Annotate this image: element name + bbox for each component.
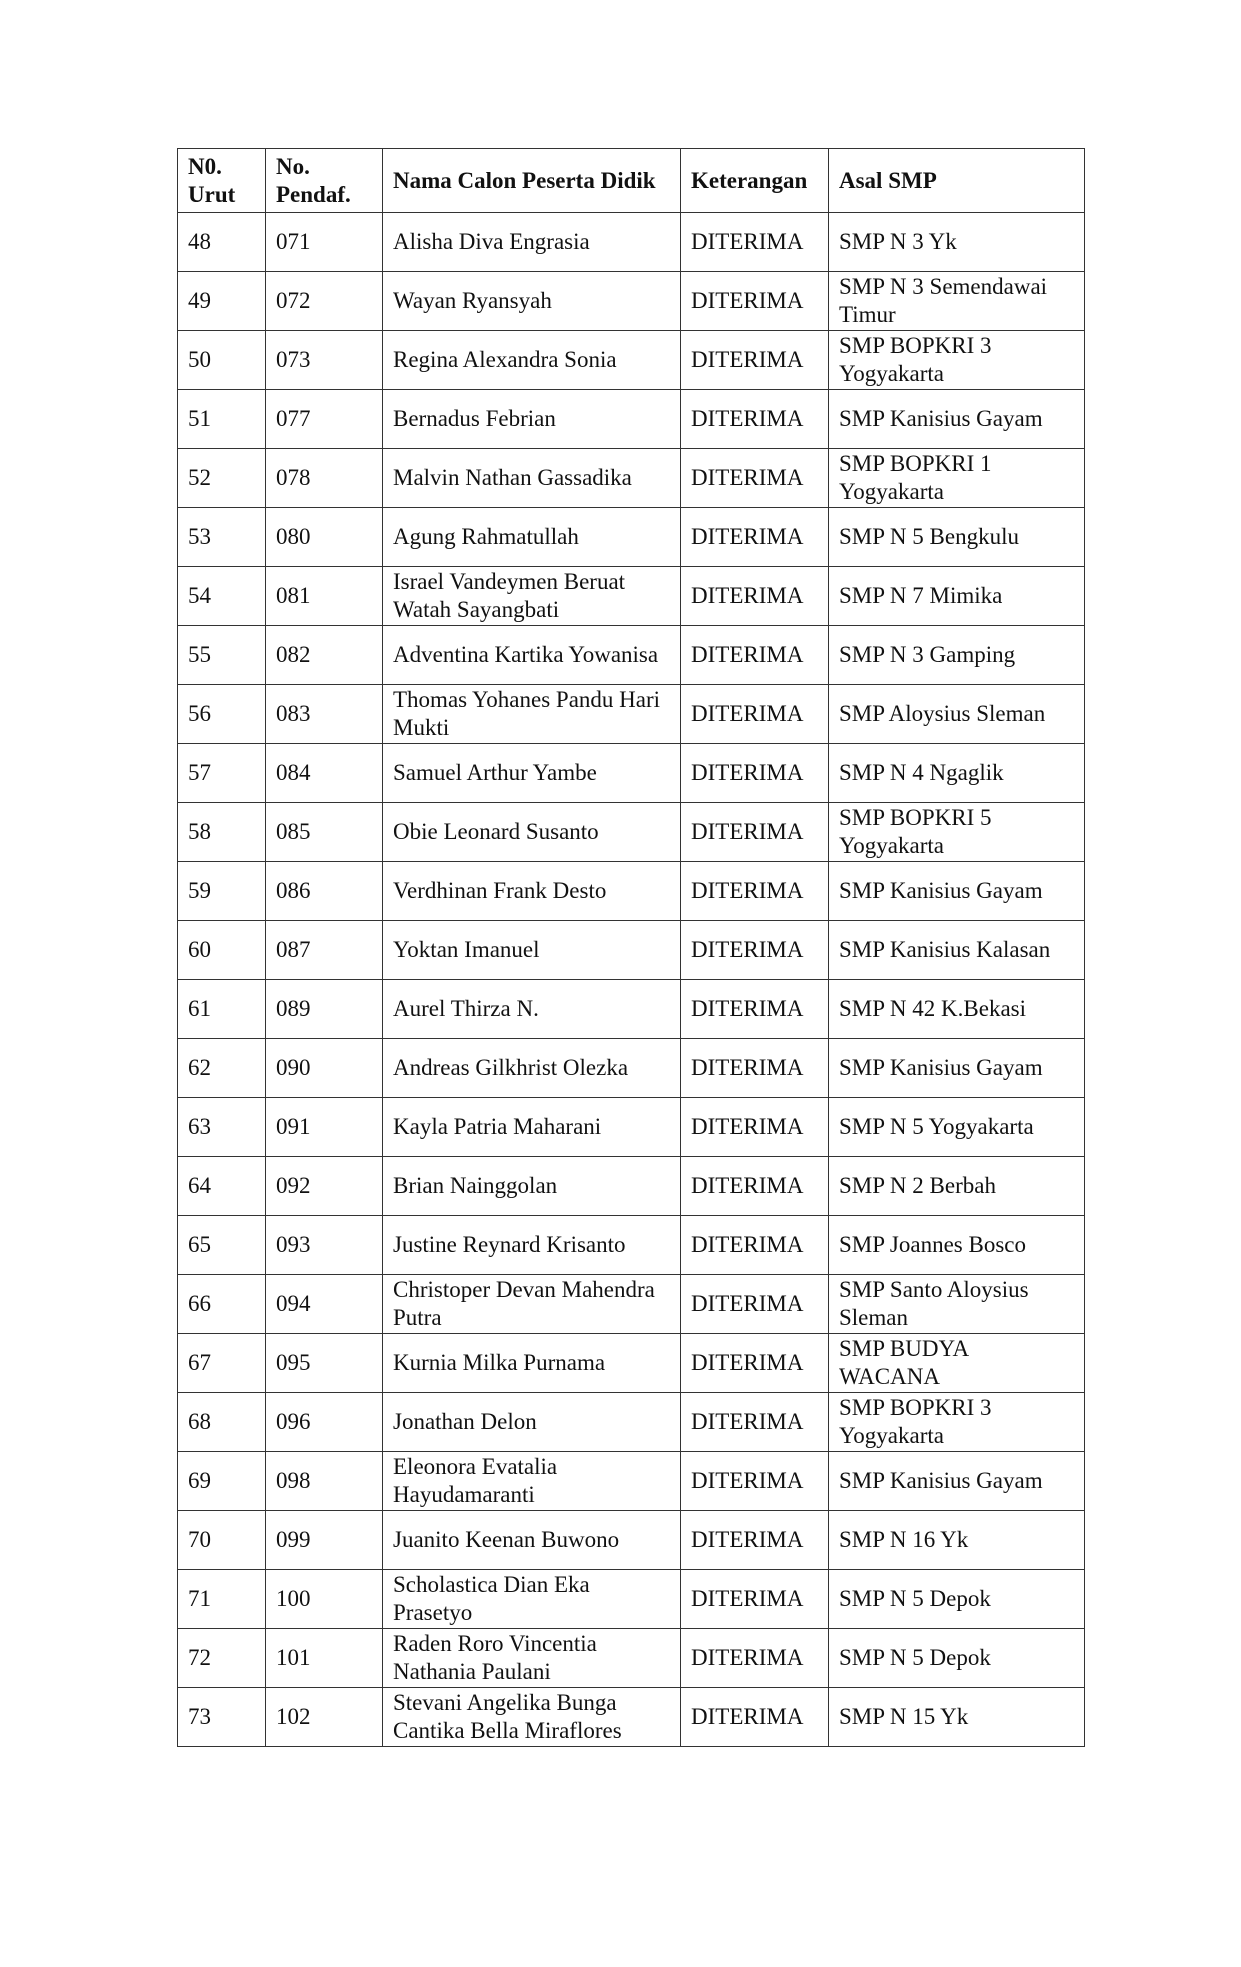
- cell-no-urut: 55: [178, 626, 266, 685]
- cell-no-pendaf: 096: [266, 1393, 383, 1452]
- cell-nama: Kurnia Milka Purnama: [383, 1334, 681, 1393]
- cell-asal-smp: SMP N 4 Ngaglik: [829, 744, 1085, 803]
- cell-asal-smp: SMP N 5 Bengkulu: [829, 508, 1085, 567]
- cell-no-pendaf: 098: [266, 1452, 383, 1511]
- cell-keterangan: DITERIMA: [681, 1393, 829, 1452]
- cell-nama: Kayla Patria Maharani: [383, 1098, 681, 1157]
- cell-keterangan: DITERIMA: [681, 331, 829, 390]
- table-row: [178, 213, 1085, 272]
- cell-no-pendaf: 091: [266, 1098, 383, 1157]
- table-row: [178, 1275, 1085, 1334]
- header-keterangan: Keterangan: [681, 149, 829, 213]
- header-row: [178, 149, 1085, 213]
- cell-no-pendaf: 082: [266, 626, 383, 685]
- cell-asal-smp: SMP Aloysius Sleman: [829, 685, 1085, 744]
- cell-nama: Bernadus Febrian: [383, 390, 681, 449]
- table-row: [178, 862, 1085, 921]
- cell-nama: Justine Reynard Krisanto: [383, 1216, 681, 1275]
- cell-no-pendaf: 099: [266, 1511, 383, 1570]
- cell-keterangan: DITERIMA: [681, 567, 829, 626]
- table-row: [178, 272, 1085, 331]
- cell-asal-smp: SMP N 5 Yogyakarta: [829, 1098, 1085, 1157]
- cell-keterangan: DITERIMA: [681, 1511, 829, 1570]
- cell-nama: Jonathan Delon: [383, 1393, 681, 1452]
- cell-asal-smp: SMP BOPKRI 3 Yogyakarta: [829, 1393, 1085, 1452]
- cell-nama: Adventina Kartika Yowanisa: [383, 626, 681, 685]
- cell-keterangan: DITERIMA: [681, 862, 829, 921]
- cell-no-pendaf: 073: [266, 331, 383, 390]
- cell-no-pendaf: 078: [266, 449, 383, 508]
- table-body: [178, 213, 1085, 1747]
- cell-no-urut: 65: [178, 1216, 266, 1275]
- table-row: [178, 1157, 1085, 1216]
- cell-no-pendaf: 084: [266, 744, 383, 803]
- cell-keterangan: DITERIMA: [681, 1334, 829, 1393]
- cell-no-urut: 57: [178, 744, 266, 803]
- cell-keterangan: DITERIMA: [681, 1275, 829, 1334]
- cell-no-urut: 62: [178, 1039, 266, 1098]
- cell-no-urut: 52: [178, 449, 266, 508]
- cell-nama: Agung Rahmatullah: [383, 508, 681, 567]
- cell-no-pendaf: 083: [266, 685, 383, 744]
- cell-keterangan: DITERIMA: [681, 390, 829, 449]
- cell-no-urut: 70: [178, 1511, 266, 1570]
- cell-asal-smp: SMP Kanisius Gayam: [829, 1452, 1085, 1511]
- cell-no-urut: 64: [178, 1157, 266, 1216]
- cell-nama: Scholastica Dian Eka Prasetyo: [383, 1570, 681, 1629]
- table-row: [178, 1393, 1085, 1452]
- cell-keterangan: DITERIMA: [681, 1098, 829, 1157]
- table-row: [178, 1098, 1085, 1157]
- cell-asal-smp: SMP BUDYA WACANA: [829, 1334, 1085, 1393]
- cell-no-urut: 63: [178, 1098, 266, 1157]
- table-row: [178, 803, 1085, 862]
- cell-no-urut: 53: [178, 508, 266, 567]
- cell-no-urut: 59: [178, 862, 266, 921]
- cell-no-urut: 56: [178, 685, 266, 744]
- table-row: [178, 1334, 1085, 1393]
- cell-no-urut: 49: [178, 272, 266, 331]
- cell-no-pendaf: 101: [266, 1629, 383, 1688]
- cell-no-urut: 58: [178, 803, 266, 862]
- cell-nama: Malvin Nathan Gassadika: [383, 449, 681, 508]
- cell-no-pendaf: 089: [266, 980, 383, 1039]
- table-row: [178, 449, 1085, 508]
- cell-nama: Juanito Keenan Buwono: [383, 1511, 681, 1570]
- cell-asal-smp: SMP BOPKRI 5 Yogyakarta: [829, 803, 1085, 862]
- table-row: [178, 980, 1085, 1039]
- cell-no-pendaf: 094: [266, 1275, 383, 1334]
- cell-keterangan: DITERIMA: [681, 921, 829, 980]
- cell-asal-smp: SMP Kanisius Gayam: [829, 862, 1085, 921]
- cell-no-pendaf: 090: [266, 1039, 383, 1098]
- cell-asal-smp: SMP BOPKRI 3 Yogyakarta: [829, 331, 1085, 390]
- table-row: [178, 1511, 1085, 1570]
- cell-nama: Alisha Diva Engrasia: [383, 213, 681, 272]
- cell-asal-smp: SMP N 16 Yk: [829, 1511, 1085, 1570]
- cell-nama: Samuel Arthur Yambe: [383, 744, 681, 803]
- table-row: [178, 744, 1085, 803]
- cell-no-pendaf: 081: [266, 567, 383, 626]
- cell-no-urut: 51: [178, 390, 266, 449]
- cell-asal-smp: SMP N 42 K.Bekasi: [829, 980, 1085, 1039]
- cell-no-pendaf: 087: [266, 921, 383, 980]
- cell-no-urut: 54: [178, 567, 266, 626]
- cell-keterangan: DITERIMA: [681, 980, 829, 1039]
- cell-no-urut: 48: [178, 213, 266, 272]
- cell-keterangan: DITERIMA: [681, 744, 829, 803]
- cell-nama: Thomas Yohanes Pandu Hari Mukti: [383, 685, 681, 744]
- cell-nama: Aurel Thirza N.: [383, 980, 681, 1039]
- cell-no-urut: 66: [178, 1275, 266, 1334]
- cell-keterangan: DITERIMA: [681, 685, 829, 744]
- cell-keterangan: DITERIMA: [681, 626, 829, 685]
- header-nama: Nama Calon Peserta Didik: [383, 149, 681, 213]
- cell-asal-smp: SMP Santo Aloysius Sleman: [829, 1275, 1085, 1334]
- cell-keterangan: DITERIMA: [681, 449, 829, 508]
- table-row: [178, 685, 1085, 744]
- cell-no-pendaf: 077: [266, 390, 383, 449]
- cell-asal-smp: SMP Kanisius Gayam: [829, 390, 1085, 449]
- cell-no-pendaf: 100: [266, 1570, 383, 1629]
- cell-asal-smp: SMP N 5 Depok: [829, 1629, 1085, 1688]
- cell-keterangan: DITERIMA: [681, 1629, 829, 1688]
- cell-no-urut: 71: [178, 1570, 266, 1629]
- table-row: [178, 1452, 1085, 1511]
- cell-nama: Stevani Angelika Bunga Cantika Bella Miraflores: [383, 1688, 681, 1747]
- cell-nama: Obie Leonard Susanto: [383, 803, 681, 862]
- table-row: [178, 1629, 1085, 1688]
- table-row: [178, 1570, 1085, 1629]
- cell-keterangan: DITERIMA: [681, 803, 829, 862]
- cell-no-pendaf: 080: [266, 508, 383, 567]
- cell-no-urut: 72: [178, 1629, 266, 1688]
- cell-no-pendaf: 072: [266, 272, 383, 331]
- cell-keterangan: DITERIMA: [681, 1039, 829, 1098]
- cell-no-urut: 68: [178, 1393, 266, 1452]
- cell-no-urut: 67: [178, 1334, 266, 1393]
- cell-no-urut: 69: [178, 1452, 266, 1511]
- table-header: [178, 149, 1085, 213]
- cell-nama: Verdhinan Frank Desto: [383, 862, 681, 921]
- table-row: [178, 508, 1085, 567]
- cell-asal-smp: SMP N 3 Yk: [829, 213, 1085, 272]
- cell-no-pendaf: 102: [266, 1688, 383, 1747]
- cell-asal-smp: SMP Kanisius Kalasan: [829, 921, 1085, 980]
- header-no-pendaf: No. Pendaf.: [266, 149, 383, 213]
- cell-asal-smp: SMP Kanisius Gayam: [829, 1039, 1085, 1098]
- cell-asal-smp: SMP BOPKRI 1 Yogyakarta: [829, 449, 1085, 508]
- cell-no-urut: 60: [178, 921, 266, 980]
- table-row: [178, 921, 1085, 980]
- table-row: [178, 331, 1085, 390]
- cell-asal-smp: SMP N 5 Depok: [829, 1570, 1085, 1629]
- table-row: [178, 1688, 1085, 1747]
- table-row: [178, 567, 1085, 626]
- cell-no-pendaf: 092: [266, 1157, 383, 1216]
- cell-no-pendaf: 093: [266, 1216, 383, 1275]
- cell-no-pendaf: 085: [266, 803, 383, 862]
- cell-asal-smp: SMP N 2 Berbah: [829, 1157, 1085, 1216]
- cell-keterangan: DITERIMA: [681, 1216, 829, 1275]
- cell-keterangan: DITERIMA: [681, 508, 829, 567]
- cell-no-pendaf: 086: [266, 862, 383, 921]
- cell-keterangan: DITERIMA: [681, 1157, 829, 1216]
- cell-asal-smp: SMP N 3 Semendawai Timur: [829, 272, 1085, 331]
- cell-nama: Brian Nainggolan: [383, 1157, 681, 1216]
- cell-asal-smp: SMP Joannes Bosco: [829, 1216, 1085, 1275]
- cell-no-urut: 50: [178, 331, 266, 390]
- cell-asal-smp: SMP N 7 Mimika: [829, 567, 1085, 626]
- cell-asal-smp: SMP N 3 Gamping: [829, 626, 1085, 685]
- cell-nama: Eleonora Evatalia Hayudamaranti: [383, 1452, 681, 1511]
- table-row: [178, 390, 1085, 449]
- header-no-urut: N0. Urut: [178, 149, 266, 213]
- cell-asal-smp: SMP N 15 Yk: [829, 1688, 1085, 1747]
- cell-no-pendaf: 095: [266, 1334, 383, 1393]
- table-row: [178, 1216, 1085, 1275]
- cell-no-pendaf: 071: [266, 213, 383, 272]
- cell-keterangan: DITERIMA: [681, 213, 829, 272]
- cell-nama: Raden Roro Vincentia Nathania Paulani: [383, 1629, 681, 1688]
- cell-nama: Yoktan Imanuel: [383, 921, 681, 980]
- cell-nama: Israel Vandeymen Beruat Watah Sayangbati: [383, 567, 681, 626]
- cell-keterangan: DITERIMA: [681, 1570, 829, 1629]
- cell-nama: Andreas Gilkhrist Olezka: [383, 1039, 681, 1098]
- cell-nama: Christoper Devan Mahendra Putra: [383, 1275, 681, 1334]
- applicant-table: [177, 148, 1085, 1747]
- cell-no-urut: 61: [178, 980, 266, 1039]
- cell-nama: Wayan Ryansyah: [383, 272, 681, 331]
- table-row: [178, 626, 1085, 685]
- cell-no-urut: 73: [178, 1688, 266, 1747]
- table-row: [178, 1039, 1085, 1098]
- cell-nama: Regina Alexandra Sonia: [383, 331, 681, 390]
- header-asal-smp: Asal SMP: [829, 149, 1085, 213]
- cell-keterangan: DITERIMA: [681, 1452, 829, 1511]
- cell-keterangan: DITERIMA: [681, 1688, 829, 1747]
- cell-keterangan: DITERIMA: [681, 272, 829, 331]
